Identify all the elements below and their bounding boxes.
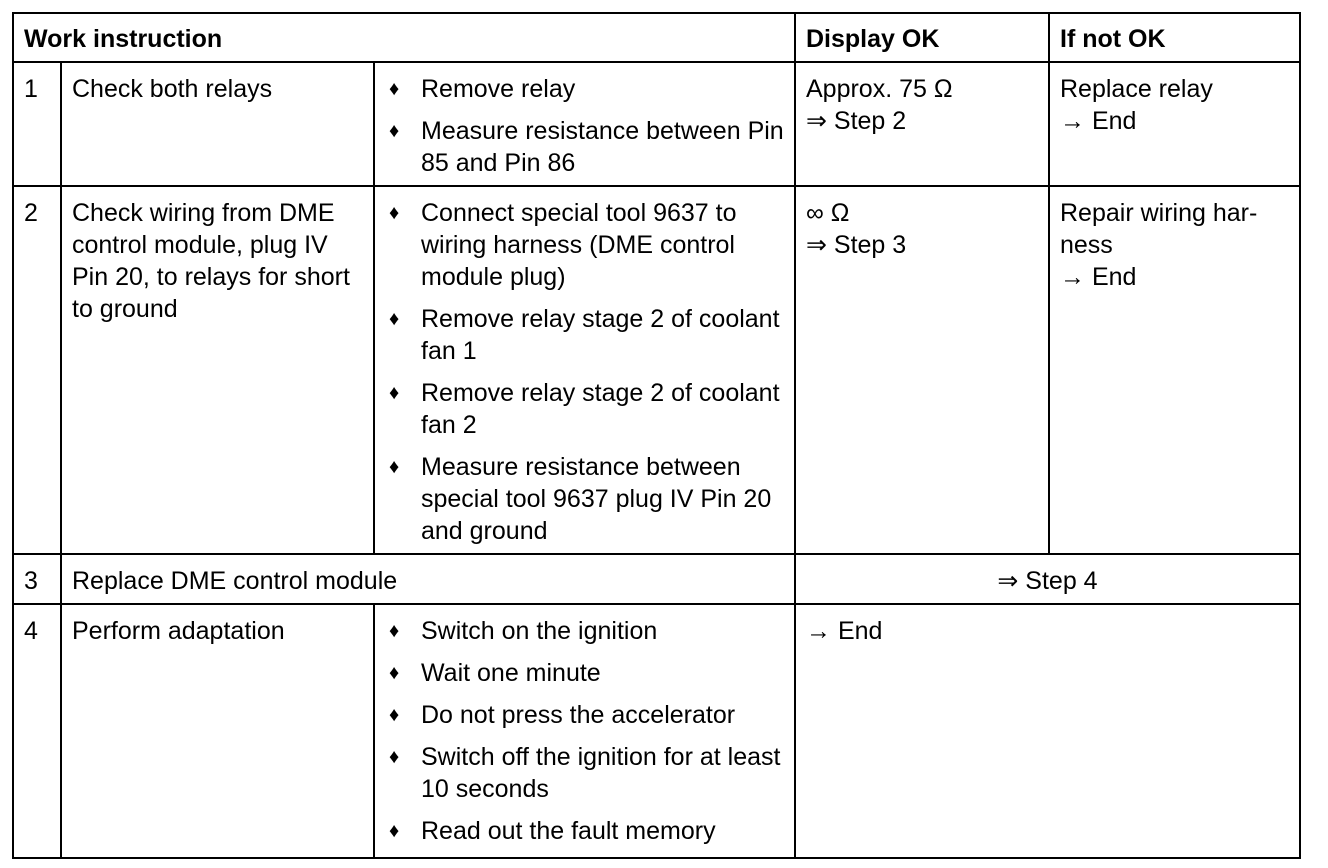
table-row bbox=[13, 604, 1300, 858]
list-item bbox=[385, 741, 784, 805]
table-row bbox=[13, 186, 1300, 554]
step-text: Switch off the ignition for at least 10 seconds bbox=[421, 743, 781, 803]
result-cell: → End bbox=[795, 604, 1300, 858]
task-cell: Perform adaptation bbox=[61, 604, 374, 858]
display-ok-value: ∞ Ω bbox=[806, 199, 850, 227]
header-work-instruction: Work instruction bbox=[13, 13, 795, 62]
step-number: 4 bbox=[13, 604, 61, 858]
steps-cell bbox=[374, 62, 795, 186]
steps-cell bbox=[374, 186, 795, 554]
step-text: Remove relay stage 2 of coolant fan 2 bbox=[421, 379, 780, 439]
step-text: Measure resistance between Pin 85 and Pin 86 bbox=[421, 117, 784, 177]
step-text: Do not press the accelerator bbox=[421, 701, 736, 729]
step-text: Wait one minute bbox=[421, 659, 601, 687]
task-cell: Check both relays bbox=[61, 62, 374, 186]
list-item bbox=[385, 303, 784, 367]
if-not-ok-cell bbox=[1049, 62, 1300, 186]
steps-cell bbox=[374, 604, 795, 858]
bullet-icon: ♦ bbox=[389, 746, 400, 768]
step-text: Read out the fault memory bbox=[421, 817, 716, 845]
list-item bbox=[385, 73, 784, 105]
step-text: Remove relay bbox=[421, 75, 576, 103]
header-row bbox=[13, 13, 1300, 62]
display-ok-next: ⇒ Step 2 bbox=[806, 107, 907, 135]
if-not-ok-next: → End bbox=[1060, 107, 1137, 135]
display-ok-value: Approx. 75 Ω bbox=[806, 75, 953, 103]
list-item bbox=[385, 615, 784, 647]
if-not-ok-action: Repair wiring har-ness bbox=[1060, 199, 1258, 259]
list-item bbox=[385, 657, 784, 689]
step-text: Connect special tool 9637 to wiring harness (DME control module plug) bbox=[421, 199, 737, 291]
list-item bbox=[385, 115, 784, 179]
table-row bbox=[13, 62, 1300, 186]
list-item bbox=[385, 451, 784, 547]
if-not-ok-next: → End bbox=[1060, 263, 1137, 291]
display-ok-next: ⇒ Step 3 bbox=[806, 231, 907, 259]
step-list bbox=[385, 197, 784, 547]
step-number: 1 bbox=[13, 62, 61, 186]
bullet-icon: ♦ bbox=[389, 382, 400, 404]
bullet-icon: ♦ bbox=[389, 456, 400, 478]
bullet-icon: ♦ bbox=[389, 120, 400, 142]
step-text: Remove relay stage 2 of coolant fan 1 bbox=[421, 305, 780, 365]
bullet-icon: ♦ bbox=[389, 308, 400, 330]
task-cell: Check wiring from DME control module, plug IV Pin 20, to relays for short to ground bbox=[61, 186, 374, 554]
display-ok-cell bbox=[795, 186, 1049, 554]
list-item bbox=[385, 815, 784, 847]
result-cell: ⇒ Step 4 bbox=[795, 554, 1300, 604]
bullet-icon: ♦ bbox=[389, 78, 400, 100]
list-item bbox=[385, 699, 784, 731]
table-row bbox=[13, 554, 1300, 604]
step-list bbox=[385, 615, 784, 847]
header-display-ok: Display OK bbox=[795, 13, 1049, 62]
step-text: Measure resistance between special tool 9637 plug IV Pin 20 and ground bbox=[421, 453, 772, 545]
step-number: 3 bbox=[13, 554, 61, 604]
bullet-icon: ♦ bbox=[389, 820, 400, 842]
step-text: Switch on the ignition bbox=[421, 617, 658, 645]
list-item bbox=[385, 377, 784, 441]
display-ok-cell bbox=[795, 62, 1049, 186]
work-instruction-table bbox=[12, 12, 1301, 859]
if-not-ok-cell bbox=[1049, 186, 1300, 554]
bullet-icon: ♦ bbox=[389, 704, 400, 726]
bullet-icon: ♦ bbox=[389, 202, 400, 224]
list-item bbox=[385, 197, 784, 293]
if-not-ok-action: Replace relay bbox=[1060, 75, 1213, 103]
header-if-not-ok: If not OK bbox=[1049, 13, 1300, 62]
bullet-icon: ♦ bbox=[389, 662, 400, 684]
step-list bbox=[385, 73, 784, 179]
task-cell: Replace DME control module bbox=[61, 554, 795, 604]
step-number: 2 bbox=[13, 186, 61, 554]
bullet-icon: ♦ bbox=[389, 620, 400, 642]
